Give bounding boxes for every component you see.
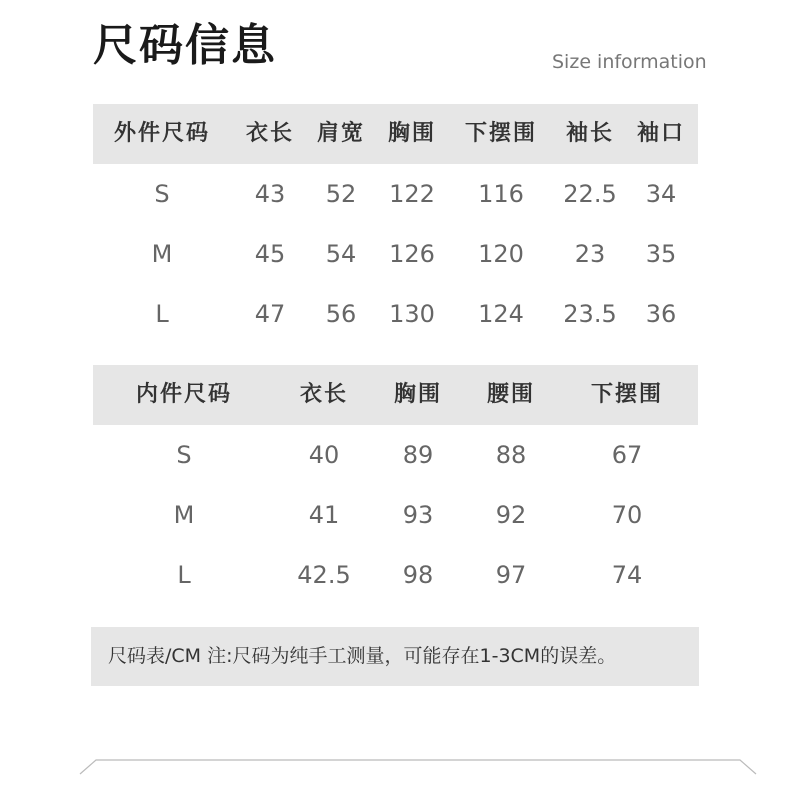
page-title: 尺码信息 (93, 20, 277, 71)
table-cell: 67 (611, 441, 643, 469)
table-cell: 52 (325, 180, 357, 208)
header-cell: 下摆围 (464, 121, 538, 146)
table-cell: 122 (389, 180, 435, 208)
header-cell: 内件尺码 (135, 382, 233, 407)
table-cell: 45 (254, 240, 286, 268)
table-cell: S (154, 180, 170, 208)
table-cell: L (155, 300, 169, 328)
table-cell: M (151, 240, 173, 268)
table-row (93, 224, 698, 284)
table-row (93, 284, 698, 344)
table-cell: 22.5 (563, 180, 617, 208)
table-cell: S (176, 441, 192, 469)
bottom-divider (0, 750, 790, 790)
table-cell: 40 (308, 441, 340, 469)
table-cell: 47 (254, 300, 286, 328)
table-cell: 130 (389, 300, 435, 328)
table-row (93, 545, 698, 605)
table-cell: 92 (495, 501, 527, 529)
table-row (93, 485, 698, 545)
table-cell: 120 (478, 240, 524, 268)
table-cell: 36 (645, 300, 677, 328)
table-cell: L (177, 561, 191, 589)
header-cell: 衣长 (299, 382, 349, 407)
table-cell: 93 (402, 501, 434, 529)
table-cell: 34 (645, 180, 677, 208)
table-cell: 89 (402, 441, 434, 469)
table-cell: 97 (495, 561, 527, 589)
outer-size-table (93, 104, 698, 344)
table-row (93, 425, 698, 485)
header-cell: 下摆围 (590, 382, 664, 407)
header-cell: 胸围 (393, 382, 443, 407)
table-cell: 124 (478, 300, 524, 328)
inner-size-table (93, 365, 698, 605)
table-cell: 74 (611, 561, 643, 589)
table-cell: 23 (574, 240, 606, 268)
table-header (93, 104, 698, 164)
table-cell: 116 (478, 180, 524, 208)
table-cell: 98 (402, 561, 434, 589)
table-cell: 70 (611, 501, 643, 529)
header-cell: 袖口 (636, 121, 686, 146)
table-cell: 41 (308, 501, 340, 529)
table-row (93, 164, 698, 224)
header-cell: 肩宽 (316, 121, 366, 146)
table-cell: M (173, 501, 195, 529)
table-cell: 88 (495, 441, 527, 469)
header-cell: 袖长 (565, 121, 615, 146)
header-cell: 衣长 (245, 121, 295, 146)
table-cell: 23.5 (563, 300, 617, 328)
measurement-note: 尺码表/CM 注:尺码为纯手工测量，可能存在1-3CM的误差。 (91, 627, 699, 686)
table-header (93, 365, 698, 425)
page-subtitle: Size information (552, 51, 707, 73)
table-cell: 43 (254, 180, 286, 208)
table-cell: 56 (325, 300, 357, 328)
table-cell: 126 (389, 240, 435, 268)
table-cell: 54 (325, 240, 357, 268)
table-cell: 35 (645, 240, 677, 268)
header-cell: 外件尺码 (113, 121, 211, 146)
header-cell: 胸围 (387, 121, 437, 146)
table-cell: 42.5 (297, 561, 351, 589)
header-cell: 腰围 (486, 382, 536, 407)
